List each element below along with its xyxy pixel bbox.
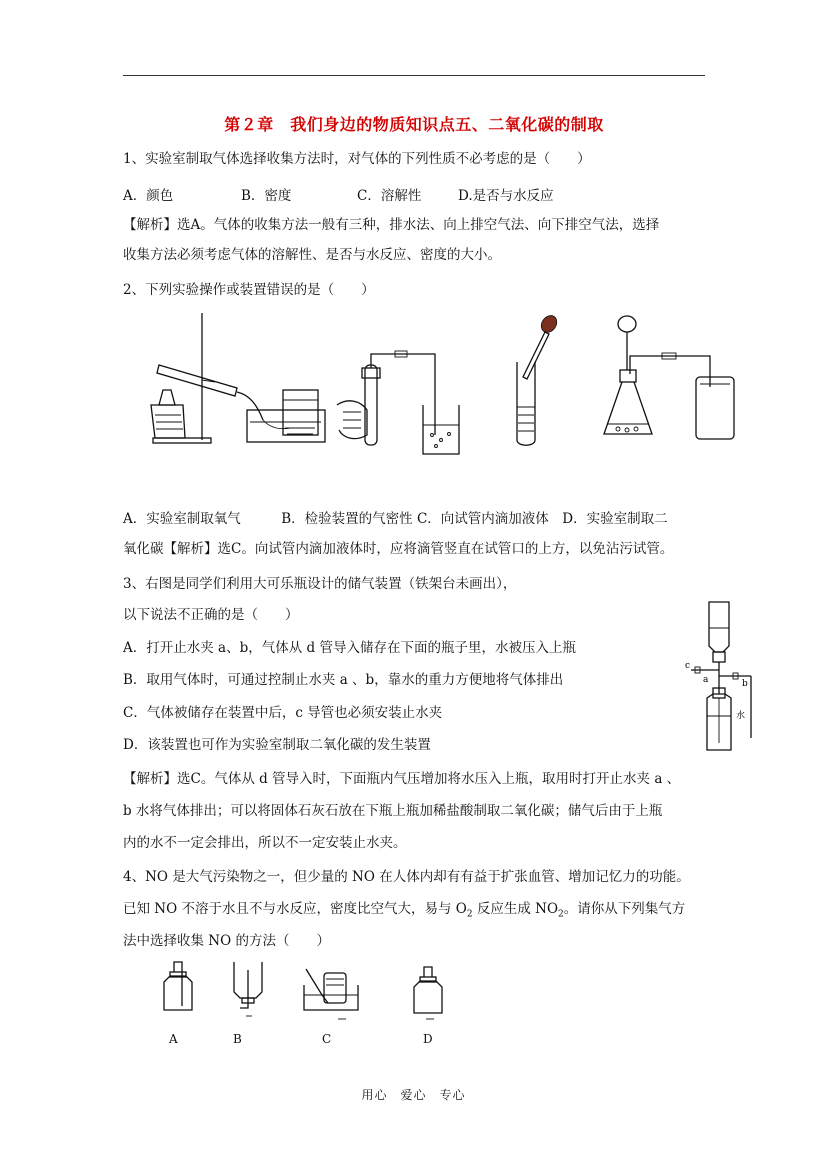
q3-analysis-line-1: 【解析】选C。气体从 d 管导入时，下面瓶内气压增加将水压入上瓶，取用时打开止水夹 a 、 [123, 771, 681, 787]
q2-answer-line-2: 氧化碳【解析】选C。向试管内滴加液体时，应将滴管竖直在试管口的上方，以免沾污试管。 [123, 541, 674, 557]
q2-stem: 2、下列实验操作或装置错误的是（ ） [123, 282, 375, 298]
q3-option-d: D．该装置也可作为实验室制取二氧化碳的发生装置 [123, 737, 431, 753]
q3-analysis-line-3: 内的水不一定会排出，所以不一定安装止水夹。 [123, 835, 407, 851]
q3-option-c: C．气体被储存在装置中后，c 导管也必须安装止水夹 [123, 705, 443, 721]
bottle-storage-figure [685, 598, 765, 758]
q2-answer-line-1: A．实验室制取氧气 B．检验装置的气密性 C．向试管内滴加液体 D．实验室制取二 [123, 511, 668, 527]
apparatus-dropper-figure [505, 312, 565, 447]
method-label-c: C [322, 1032, 332, 1046]
q1-analysis-line-1: 【解析】选A。气体的收集方法一般有三种，排水法、向上排空气法、向下排空气法，选择 [123, 217, 660, 233]
method-label-d: D [423, 1032, 433, 1046]
q4-stem-line-1: 4、NO 是大气污染物之一，但少量的 NO 在人体内却有有益于扩张血管、增加记忆力的功能。 [123, 869, 690, 885]
q1-option-d: D.是否与水反应 [458, 188, 554, 204]
method-label-b: B [233, 1032, 242, 1046]
apparatus-oxygen-figure [145, 310, 340, 455]
header-rule [123, 75, 705, 76]
q4-stem-line-3: 法中选择收集 NO 的方法（ ） [123, 933, 330, 949]
page-footer: 用心 爱心 专心 [361, 1088, 466, 1102]
collection-method-d-figure [408, 965, 448, 1020]
apparatus-airtightness-figure [335, 350, 465, 460]
q1-option-c: C．溶解性 [357, 188, 422, 204]
collection-method-c-figure [302, 965, 362, 1023]
q1-option-a: A．颜色 [123, 188, 174, 204]
q3-analysis-line-2: b 水将气体排出；可以将固体石灰石放在下瓶上瓶加稀盐酸制取二氧化碳；储气后由于上瓶 [123, 803, 663, 819]
label-c: c [685, 661, 691, 671]
q4-stem-line-2: 已知 NO 不溶于水且不与水反应，密度比空气大，易与 $O_2$ 反应生成 $NO_2$。请你从下列集气方 [123, 901, 686, 920]
label-water: 水 [736, 711, 746, 721]
q1-analysis-line-2: 收集方法必须考虑气体的溶解性、是否与水反应、密度的大小。 [123, 247, 501, 263]
q1-option-b: B．密度 [241, 188, 292, 204]
page-title: 第２章 我们身边的物质知识点五、二氧化碳的制取 [224, 115, 604, 134]
collection-method-a-figure [158, 960, 198, 1015]
collection-method-b-figure [228, 960, 268, 1020]
method-label-a: A [169, 1032, 178, 1046]
q3-stem-line-2: 以下说法不正确的是（ ） [123, 607, 299, 623]
label-a: a [703, 675, 709, 685]
q3-stem-line-1: 3、右图是同学们利用大可乐瓶设计的储气装置（铁架台未画出）， [123, 576, 517, 592]
q1-stem: 1、实验室制取气体选择收集方法时，对气体的下列性质不必考虑的是（ ） [123, 151, 591, 167]
apparatus-co2-figure [600, 312, 745, 447]
label-b: b [742, 679, 748, 689]
q3-option-a: A．打开止水夹 a、b，气体从 d 管导入储存在下面的瓶子里，水被压入上瓶 [123, 640, 576, 656]
q3-option-b: B．取用气体时，可通过控制止水夹 a 、b，靠水的重力方便地将气体排出 [123, 672, 564, 688]
